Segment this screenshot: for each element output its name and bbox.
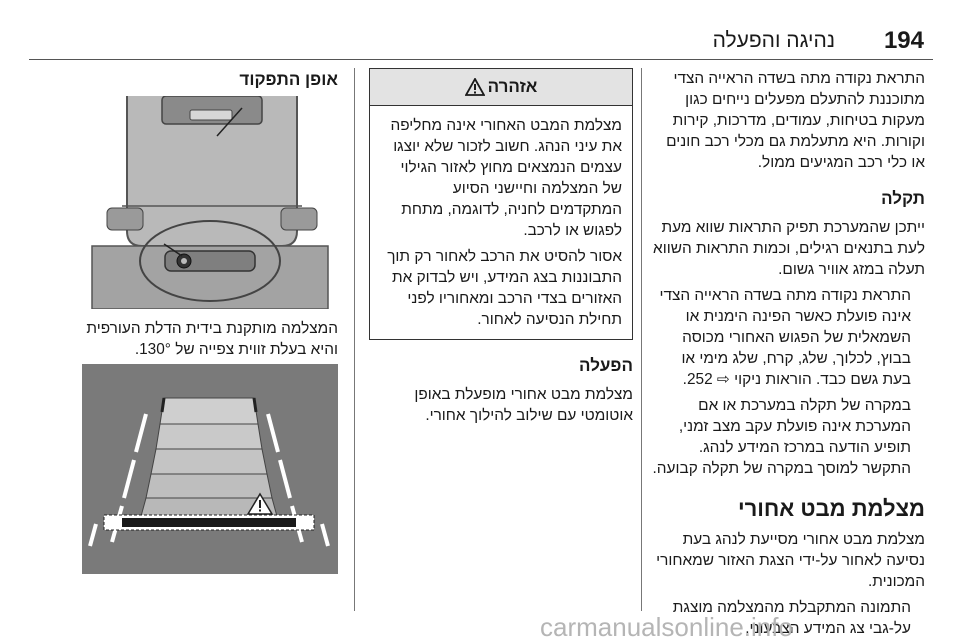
paragraph: התראת נקודה מתה בשדה הראייה הצדי אינה פועלת כאשר הפינה הימנית או השמאלית של הפגוש האחורי מכוסה בבוץ, לכלוך, שלג, קרח, שלג מימי או בעת גשם כבד. הוראות ניקוי ⇨ 252. — [659, 287, 911, 388]
paragraph: מצלמת מבט אחורי מסייעת לנהג בעת נסיעה לאחור על-ידי הצגת האזור שמאחורי המכונית. — [656, 531, 925, 590]
header-rule — [29, 59, 933, 60]
warning-header — [370, 69, 632, 106]
caption-text: המצלמה מותקנת בידית הדלת העורפית והיא בעלת זווית צפייה של 130°. — [86, 320, 338, 358]
heading-rear-camera: מצלמת מבט אחורי — [737, 496, 925, 521]
paragraph: מצלמת מבט אחורי מופעלת באופן אוטומטי עם שילוב להילוך אחורי. — [414, 386, 633, 424]
warning-body — [370, 106, 632, 339]
warning-box — [369, 68, 633, 340]
column-middle — [369, 68, 633, 426]
page-ref-number[interactable]: 252 — [686, 371, 713, 388]
paragraph: ייתכן שהמערכת תפיק התראות שווא מעת לעת בתנאים רגילים, וכמות התראות השווא תעלה במזג אוויר גשום. — [653, 219, 925, 278]
paragraph: התראת נקודה מתה בשדה הראייה הצדי מתוכננת להתעלם מפעלים נייחים כגון מעקות בטיחות, עמודים, מדרכות, קירות וקורות. היא מתעלמת גם מכלי רכב חונים או כלי רכב המגיעים ממול. — [666, 70, 925, 171]
page-ref-icon: ⇨ — [716, 371, 730, 388]
paragraph: התמונה המתקבלת מהמצלמה מוצגת על-גבי צג המידע הצבעוני. — [672, 599, 911, 637]
figure-camera-display — [82, 364, 338, 574]
paragraph: במקרה של תקלה במערכת או אם המערכת אינה פועלת עקב מצב זמני, תופיע הודעה במרכז המידע לנהג. התקשר למוסך במקרה של תקלה קבועה. — [652, 397, 911, 477]
warning-triangle-icon — [465, 78, 485, 96]
figure-camera-location — [82, 96, 338, 309]
column-left — [82, 68, 338, 92]
chapter-title: נהיגה והפעלה — [712, 29, 835, 52]
heading-location: אופן התפקוד — [239, 70, 338, 89]
heading-fault: תקלה — [881, 189, 925, 208]
page-number: 194 — [883, 27, 924, 54]
page-header — [0, 0, 960, 60]
figure-caption — [82, 318, 338, 360]
heading-activation: הפעלה — [579, 356, 633, 375]
watermark: carmanualsonline.info — [540, 612, 793, 642]
warning-paragraph: מצלמת המבט האחורי אינה מחליפה את עיני הנהג. חשוב לזכור שלא יוצגו עצמים הנמצאים מחוץ לאזור הגילוי של המצלמה וחיישני הסיוע המתקדמים לחניה, לדוגמה, מתחת לפגוש או לרכב. — [390, 117, 622, 239]
column-divider — [354, 68, 355, 611]
warning-title: אזהרה — [487, 77, 538, 96]
column-divider — [641, 68, 642, 611]
warning-paragraph: אסור להסיט את הרכב לאחור רק תוך התבוננות בצג המידע, ויש לבדוק את האזורים בצדי הרכב ומאחוריו לפני תחילת הנסיעה לאחור. — [387, 248, 622, 328]
column-right — [650, 68, 925, 639]
